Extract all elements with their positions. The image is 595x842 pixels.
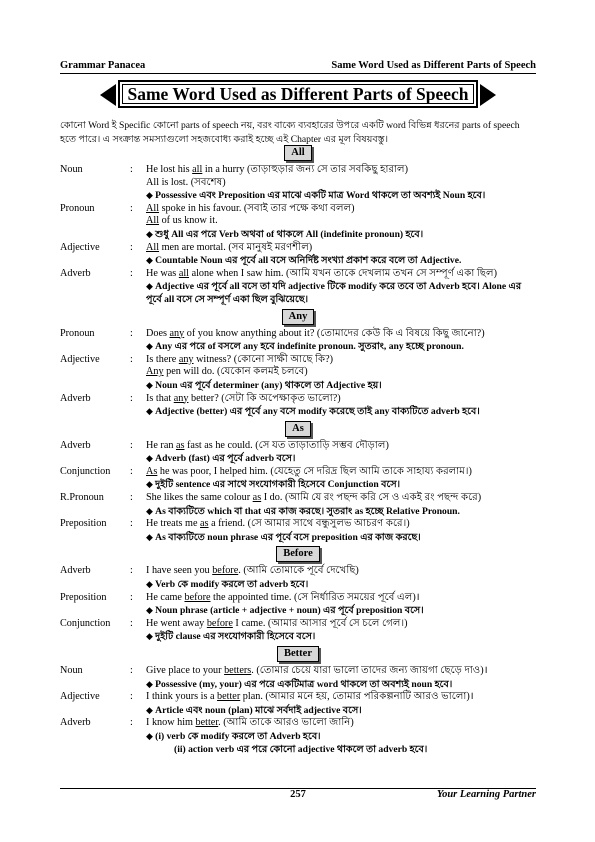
- target-word: all: [192, 164, 203, 175]
- entry-row: [60, 242, 536, 268]
- page-footer: [60, 788, 536, 802]
- diamond-bullet-icon: ◆: [146, 605, 156, 616]
- colon-separator: :: [130, 492, 133, 504]
- example-text: . (তোমার চেয়ে যারা ভালো তাদের জন্য জায়গা ছেড়ে দাও)।: [251, 665, 488, 676]
- entry-lines: [146, 518, 536, 544]
- target-word: All: [146, 241, 160, 253]
- rule-text: Possessive (my, your) এর পরে একটিমাত্র word থাকলে তা অবশ্যই noun হবে।: [155, 678, 453, 690]
- example-text: He came: [146, 591, 185, 603]
- example-text: the appointed time. (সে নির্ধারিত সময়ের পূর্বে এল)।: [210, 591, 420, 603]
- example-text: of us know it.: [159, 215, 218, 227]
- colon-separator: :: [130, 267, 133, 279]
- part-of-speech: Adjective: [60, 241, 100, 253]
- rule-note: [146, 578, 536, 592]
- entry-lines: [146, 354, 536, 393]
- colon-separator: :: [130, 241, 133, 253]
- example-sentence: [146, 592, 536, 605]
- target-word: as: [200, 518, 209, 530]
- rule-text: Noun phrase (article + adjective + noun) এর পূর্বে preposition বসে।: [155, 605, 424, 617]
- content: [60, 145, 536, 758]
- diamond-bullet-icon: ◆: [146, 505, 156, 516]
- rule-note: [146, 340, 536, 354]
- target-word: as: [175, 439, 185, 451]
- rule-note: [146, 379, 536, 393]
- target-word: All: [146, 215, 160, 227]
- diamond-bullet-icon: ◆: [146, 190, 156, 201]
- example-text: Give place to your: [146, 665, 225, 676]
- example-text: witness? (কোনো সাক্ষী আছে কি?): [193, 353, 334, 365]
- entry-lines: [146, 592, 536, 618]
- entry-lines: [146, 242, 536, 268]
- colon-separator: :: [130, 202, 133, 214]
- example-text: I came. (আমার আসার পূর্বে সে চলে গেল।): [232, 617, 408, 629]
- diamond-bullet-icon: ◆: [146, 631, 156, 642]
- colon-separator: :: [130, 717, 133, 729]
- example-text: men are mortal. (সব মানুষই মরণশীল): [159, 241, 313, 253]
- colon-separator: :: [130, 665, 133, 676]
- part-of-speech: Noun: [60, 665, 83, 676]
- example-text: . (আমি তাকে আরও ভালো জানি): [218, 717, 354, 729]
- entry-row: [60, 268, 536, 307]
- banner-title: Same Word Used as Different Parts of Speech: [118, 80, 478, 108]
- target-word: all: [178, 267, 190, 279]
- rule-text: Article এবং noun (plan) মাঝে সর্বদাই adjective বসে।: [155, 704, 362, 716]
- part-of-speech: Adverb: [60, 392, 91, 404]
- target-word: betters: [224, 665, 252, 676]
- rule-note: [146, 630, 536, 644]
- target-word: any: [178, 353, 194, 365]
- part-of-speech: Adverb: [60, 439, 91, 451]
- intro-paragraph: কোনো Word ই Specific কোনো parts of speech নয়, বরং বাক্যে ব্যবহারের উপরে একটি word বিভিন্ন ধরনের parts of speech হতে পারে। এ সংক্রান্ত সমস্যাগুলো সহজবোধ্য করাই হচ্ছে এই Chapter এর মূল বিষয়বস্তু।: [60, 120, 520, 145]
- entry-lines: [146, 717, 536, 756]
- diamond-bullet-icon: ◆: [146, 453, 156, 464]
- rule-note: [146, 730, 536, 744]
- rule-text: Verb কে modify করলে তা adverb হবে।: [155, 579, 309, 591]
- part-of-speech: Pronoun: [60, 202, 95, 214]
- target-word: before: [184, 591, 211, 603]
- rule-note: [146, 678, 536, 692]
- example-sentence: [146, 717, 536, 730]
- entry-row: [60, 440, 536, 466]
- target-word: before: [212, 565, 239, 577]
- example-text: Is that: [146, 392, 174, 404]
- example-text: I think yours is a: [146, 691, 218, 703]
- target-word: better: [217, 691, 241, 703]
- word-heading: Any: [282, 309, 315, 325]
- part-of-speech: Adjective: [60, 353, 100, 365]
- entry-row: [60, 203, 536, 242]
- book-title: Grammar Panacea: [60, 60, 146, 71]
- part-of-speech: Adverb: [60, 267, 91, 279]
- entry-row: [60, 665, 536, 691]
- rule-text: (i) verb কে modify করলে তা Adverb হবে।: [155, 730, 321, 742]
- diamond-bullet-icon: ◆: [146, 704, 156, 715]
- part-of-speech: Noun: [60, 164, 83, 175]
- target-word: As: [146, 465, 158, 477]
- section-before: [60, 546, 536, 644]
- entry-lines: [146, 440, 536, 466]
- example-text: He ran: [146, 439, 176, 451]
- section-as: [60, 421, 536, 545]
- diamond-bullet-icon: ◆: [146, 341, 156, 352]
- target-word: as: [252, 492, 262, 504]
- entry-lines: [146, 268, 536, 307]
- entry-lines: [146, 618, 536, 644]
- rule-note: [146, 405, 536, 419]
- part-of-speech: Preposition: [60, 518, 107, 530]
- rule-text: Countable Noun এর পূর্বে all বসে অনির্দিষ্ট সংখ্যা প্রকাশ করে বলে তা Adjective.: [155, 255, 462, 267]
- chapter-title: Same Word Used as Different Parts of Speech: [331, 60, 536, 71]
- example-sentence: [146, 466, 536, 479]
- entry-lines: [146, 393, 536, 419]
- entry-row: [60, 691, 536, 717]
- example-text: Does: [146, 327, 170, 339]
- example-sentence: [146, 203, 536, 216]
- entry-row: [60, 354, 536, 393]
- section-better: [60, 646, 536, 756]
- colon-separator: :: [130, 465, 133, 477]
- example-text: fast as he could. (সে যত তাড়াতাড়ি সম্ভব দৌড়াল): [184, 439, 389, 451]
- example-text: He treats me: [146, 518, 201, 530]
- rule-text: As বাক্যটিতে noun phrase এর পূর্বে বসে preposition এর কাজ করছে।: [155, 531, 421, 543]
- entry-row: [60, 717, 536, 756]
- section-any: [60, 309, 536, 419]
- example-text: better? (সেটা কি অপেক্ষাকৃত ভালো?): [188, 392, 341, 404]
- example-text: I do. (আমি যে রং পছন্দ করি সে ও একই রং পছন্দ করে): [261, 492, 482, 504]
- diamond-bullet-icon: ◆: [146, 379, 156, 390]
- right-arrow-icon: [480, 84, 496, 106]
- rule-note: [146, 280, 536, 306]
- page-header: [60, 60, 536, 74]
- rule-note: [146, 604, 536, 618]
- target-word: Any: [146, 366, 164, 378]
- entry-lines: [146, 691, 536, 717]
- left-arrow-icon: [100, 84, 116, 106]
- diamond-bullet-icon: ◆: [146, 479, 156, 490]
- target-word: any: [173, 392, 189, 404]
- chapter-banner: [100, 80, 496, 108]
- entry-row: [60, 492, 536, 518]
- entry-lines: [146, 565, 536, 591]
- entry-lines: [146, 203, 536, 242]
- word-heading: Before: [276, 546, 320, 562]
- diamond-bullet-icon: ◆: [146, 406, 156, 417]
- rule-text: As বাক্যটিতে which বা that এর কাজ করছে। সুতরাং as হচ্ছে Relative Pronoun.: [155, 505, 460, 517]
- diamond-bullet-icon: ◆: [146, 579, 156, 590]
- example-text: plan. (আমার মনে হয়, তোমার পরিকল্পনাটি আরও ভালো)।: [240, 691, 474, 703]
- colon-separator: :: [130, 591, 133, 603]
- colon-separator: :: [130, 439, 133, 451]
- example-text: spoke in his favour. (সবাই তার পক্ষে কথা বলল): [159, 202, 355, 214]
- example-text: a friend. (সে আমার সাথে বন্ধুসুলভ আচরণ করে।): [208, 518, 410, 530]
- entry-row: [60, 618, 536, 644]
- rule-text: Adjective এর পূর্বে all বসে তা যদি adjective টিকে modify করে তবে তা Adverb হবে। Alone এর পূর্বে all বসে সে সম্পূর্ণ একা ছিল বুঝিয়েছে।: [146, 281, 522, 305]
- part-of-speech: Adjective: [60, 691, 100, 703]
- entry-lines: [146, 164, 536, 203]
- part-of-speech: Adverb: [60, 717, 91, 729]
- example-sentence: [146, 215, 536, 228]
- entry-row: [60, 466, 536, 492]
- entry-row: [60, 565, 536, 591]
- part-of-speech: Pronoun: [60, 327, 95, 339]
- example-sentence: [146, 518, 536, 531]
- example-sentence: [146, 366, 536, 379]
- entry-row: [60, 592, 536, 618]
- rule-text: দুইটি clause এর সংযোগকারী হিসেবে বসে।: [155, 631, 316, 643]
- rule-text: Any এর পরে of বসলে any হবে indefinite pronoun. সুতরাং, any হচ্ছে pronoun.: [155, 341, 464, 353]
- colon-separator: :: [130, 617, 133, 629]
- example-sentence: [146, 618, 536, 631]
- rule-note: [146, 704, 536, 718]
- example-text: I have seen you: [146, 565, 213, 577]
- example-text: of you know anything about it? (তোমাদের কেউ কি এ বিষয়ে কিছু জানো?): [184, 327, 485, 339]
- diamond-bullet-icon: ◆: [146, 531, 156, 542]
- colon-separator: :: [130, 353, 133, 365]
- rule-text: দুইটি sentence এর সাথে সংযোগকারী হিসেবে Conjunction বসে।: [155, 479, 401, 491]
- example-text: in a hurry (তাড়াহুড়ার জন্য সে তার সবকিছু হারাল): [202, 164, 408, 175]
- entry-lines: [146, 466, 536, 492]
- rule-note: [146, 189, 536, 203]
- entry-row: [60, 164, 536, 203]
- example-sentence: [146, 354, 536, 367]
- footer-tagline: Your Learning Partner: [436, 789, 536, 800]
- word-heading: As: [285, 421, 311, 437]
- diamond-bullet-icon: ◆: [146, 255, 156, 266]
- rule-note: [146, 228, 536, 242]
- target-word: before: [206, 617, 233, 629]
- example-sentence: [146, 242, 536, 255]
- example-text: . (আমি তোমাকে পূর্বে দেখেছি): [238, 565, 359, 577]
- page-number: 257: [290, 789, 306, 800]
- example-text: She likes the same colour: [146, 492, 253, 504]
- example-sentence: [146, 328, 536, 341]
- example-sentence: [146, 492, 536, 505]
- diamond-bullet-icon: ◆: [146, 678, 156, 689]
- example-sentence: [146, 164, 536, 177]
- example-text: He lost his: [146, 164, 193, 175]
- example-text: I know him: [146, 717, 196, 729]
- section-all: [60, 145, 536, 307]
- colon-separator: :: [130, 392, 133, 404]
- word-heading: All: [284, 145, 311, 161]
- colon-separator: :: [130, 565, 133, 577]
- example-sentence: [146, 440, 536, 453]
- example-text: All is lost. (সবশেষ): [146, 176, 226, 188]
- rule-note: [146, 452, 536, 466]
- example-text: Is there: [146, 353, 179, 365]
- entry-row: [60, 518, 536, 544]
- entry-lines: [146, 492, 536, 518]
- example-sentence: [146, 393, 536, 406]
- diamond-bullet-icon: ◆: [146, 281, 156, 292]
- rule-text: Adjective (better) এর পূর্বে any বসে modify করেছে তাই any বাক্যটিতে adverb হবে।: [155, 406, 480, 418]
- example-text: He went away: [146, 617, 207, 629]
- rule-text: Adverb (fast) এর পূর্বে adverb বসে।: [155, 453, 296, 465]
- example-sentence: [146, 565, 536, 578]
- rule-note: [146, 531, 536, 545]
- word-heading: Better: [277, 646, 319, 662]
- example-sentence: [146, 665, 536, 678]
- part-of-speech: R.Pronoun: [60, 492, 104, 504]
- rule-note: [146, 744, 536, 757]
- target-word: better: [195, 717, 219, 729]
- example-sentence: [146, 177, 536, 190]
- rule-note: [146, 478, 536, 492]
- colon-separator: :: [130, 518, 133, 530]
- example-sentence: [146, 691, 536, 704]
- colon-separator: :: [130, 327, 133, 339]
- target-word: any: [169, 327, 185, 339]
- rule-text: Possessive এবং Preposition এর মাঝে একটি মাত্র Word থাকলে তা অবশ্যই Noun হবে।: [155, 190, 486, 202]
- part-of-speech: Preposition: [60, 591, 107, 603]
- diamond-bullet-icon: ◆: [146, 730, 156, 741]
- example-sentence: [146, 268, 536, 281]
- colon-separator: :: [130, 691, 133, 703]
- rule-note: [146, 254, 536, 268]
- rule-note: [146, 505, 536, 519]
- rule-text: Noun এর পূর্বে determiner (any) থাকলে তা Adjective হয়।: [155, 379, 382, 391]
- entry-lines: [146, 328, 536, 354]
- rule-text: (ii) action verb এর পরে কোনো adjective থাকলে তা adverb হবে।: [174, 743, 428, 755]
- target-word: All: [146, 202, 160, 214]
- example-text: he was poor, I helped him. (যেহেতু সে দরিদ্র ছিল আমি তাকে সাহায্য করলাম।): [157, 465, 472, 477]
- entry-lines: [146, 665, 536, 691]
- part-of-speech: Conjunction: [60, 617, 111, 629]
- entry-row: [60, 393, 536, 419]
- colon-separator: :: [130, 164, 133, 175]
- part-of-speech: Adverb: [60, 565, 91, 577]
- example-text: alone when I saw him. (আমি যখন তাকে দেখলাম তখন সে সম্পূর্ণ একা ছিল): [189, 267, 497, 279]
- rule-text: শুধু All এর পরে Verb অথবা of থাকলে All (indefinite pronoun) হবে।: [155, 228, 424, 240]
- part-of-speech: Conjunction: [60, 465, 111, 477]
- example-text: He was: [146, 267, 179, 279]
- diamond-bullet-icon: ◆: [146, 228, 156, 239]
- example-text: pen will do. (যেকোন কলমই চলবে): [163, 366, 308, 378]
- entry-row: [60, 328, 536, 354]
